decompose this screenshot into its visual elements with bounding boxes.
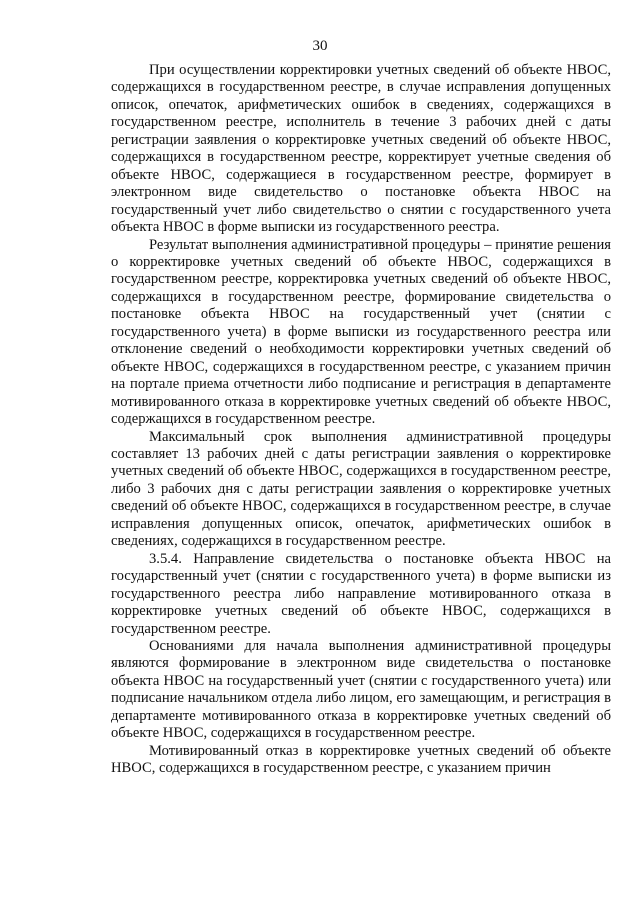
page-number: 30 (312, 38, 328, 54)
paragraph-correction-procedure: При осуществлении корректировки учетных сведений об объекте НВОС, содержащихся в государственном реестре, в случае исправления допущенных описок, опечаток, арифметических ошибок в сведениях, содержащихся в государственном реестре, исполнитель в течение 3 рабочих дней с даты регистрации заявления о корректировке учетных сведений об объекте НВОС, содержащихся в государственном реестре, корректирует учетные сведения об объекте НВОС, содержащиеся в государственном реестре, формирует в электронном виде свидетельство о постановке объекта НВОС на государственный учет либо свидетельство о снятии с государственного учета объекта НВОС в форме выписки из государственного реестра. (111, 62, 611, 236)
paragraph-procedure-result: Результат выполнения административной процедуры – принятие решения о корректировке учетных сведений об объекте НВОС, содержащихся в государственном реестре, корректировка учетных сведений об объекте НВОС, содержащихся в государственном реестре, формирование свидетельства о постановке объекта НВОС на государственный учет (снятии с государственного учета) в форме выписки из государственного реестра или отклонение сведений о необходимости корректировки учетных сведений об объекте НВОС, содержащихся в государственном реестре, с указанием причин на портале приема отчетности либо подписание и регистрация в департаменте мотивированного отказа в корректировке учетных сведений об объекте НВОС, содержащихся в государственном реестре. (111, 236, 611, 428)
body-text (111, 62, 611, 778)
paragraph-grounds: Основаниями для начала выполнения административной процедуры являются формирование в электронном виде свидетельства о постановке объекта НВОС на государственный учет (снятии с государственного учета) или подписание начальником отдела либо лицом, его замещающим, и регистрация в департаменте мотивированного отказа в корректировке учетных сведений об объекте НВОС, содержащихся в государственном реестре. (111, 637, 611, 742)
paragraph-section-3-5-4: 3.5.4. Направление свидетельства о постановке объекта НВОС на государственный учет (снятии с государственного учета) в форме выписки из государственного реестра либо направление мотивированного отказа в корректировке учетных сведений об объекте НВОС, содержащихся в государственном реестре. (111, 550, 611, 637)
paragraph-motivated-refusal: Мотивированный отказ в корректировке учетных сведений об объекте НВОС, содержащихся в государственном реестре, с указанием причин (111, 742, 611, 777)
paragraph-max-term: Максимальный срок выполнения административной процедуры составляет 13 рабочих дней с даты регистрации заявления о корректировке учетных сведений об объекте НВОС, содержащихся в государственном реестре, либо 3 рабочих дня с даты регистрации заявления о корректировке учетных сведений об объекте НВОС, содержащихся в государственном реестре, в случае исправления допущенных описок, опечаток, арифметических ошибок в сведениях, содержащихся в государственном реестре. (111, 428, 611, 550)
